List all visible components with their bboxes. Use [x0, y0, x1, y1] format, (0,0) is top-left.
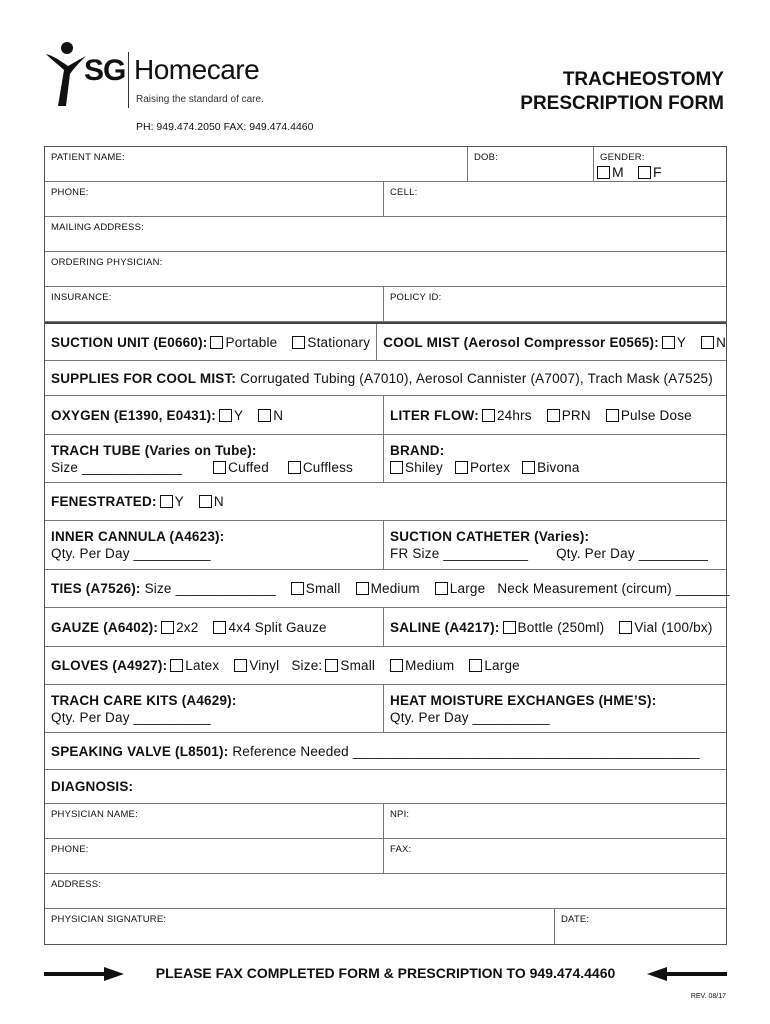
trach-size-field[interactable]: Size _____________ — [51, 459, 183, 475]
liter-flow-row — [384, 396, 726, 434]
patient-name-label: PATIENT NAME: — [51, 152, 125, 163]
diagnosis-field[interactable] — [45, 770, 726, 803]
saline-vial-label: Vial (100/bx) — [634, 619, 713, 635]
oxygen-n-label: N — [273, 407, 284, 423]
brand-portex-label: Portex — [469, 459, 511, 475]
saline-bottle-checkbox[interactable] — [503, 621, 516, 634]
physician-address-field[interactable] — [45, 874, 726, 908]
fenestrated-n-label: N — [213, 494, 224, 509]
policy-id-field[interactable] — [384, 287, 726, 321]
oxygen-y-checkbox[interactable] — [219, 409, 232, 422]
gauze-label: GAUZE (A6402): — [51, 619, 159, 635]
title-line-2: PRESCRIPTION FORM — [520, 93, 724, 114]
physician-address-label: ADDRESS: — [51, 879, 102, 890]
inner-cannula-qty[interactable]: Qty. Per Day __________ — [51, 546, 211, 561]
ties-row — [45, 570, 736, 607]
brand-shiley-label: Shiley — [405, 459, 443, 475]
brand-portex-checkbox[interactable] — [455, 461, 468, 474]
company-logo — [44, 40, 284, 112]
physician-signature-field[interactable] — [45, 909, 555, 944]
suction-catheter-row — [384, 521, 726, 569]
oxygen-n-checkbox[interactable] — [258, 409, 271, 422]
cool-mist-y-checkbox[interactable] — [662, 336, 675, 349]
fenestrated-row — [45, 483, 726, 520]
inner-cannula-row — [45, 521, 384, 569]
suction-stationary-checkbox[interactable] — [292, 336, 305, 349]
ties-neck-measurement[interactable]: Neck Measurement (circum) _______ — [497, 581, 730, 596]
form-title — [520, 68, 724, 116]
dob-label: DOB: — [474, 152, 499, 163]
phone-label: PHONE: — [51, 187, 89, 198]
gloves-small-checkbox[interactable] — [325, 659, 338, 672]
brand-label: BRAND: — [390, 442, 445, 458]
gloves-row — [45, 647, 726, 684]
gauze-4x4-label: 4x4 Split Gauze — [228, 619, 327, 635]
gauze-4x4-checkbox[interactable] — [213, 621, 226, 634]
fenestrated-n-checkbox[interactable] — [199, 495, 212, 508]
saline-bottle-label: Bottle (250ml) — [517, 619, 605, 635]
phone-field[interactable] — [45, 182, 384, 216]
brand-bivona-label: Bivona — [537, 459, 580, 475]
gauze-2x2-checkbox[interactable] — [161, 621, 174, 634]
brand-bivona-checkbox[interactable] — [522, 461, 535, 474]
fax-instruction — [44, 962, 727, 986]
hme-label: HEAT MOISTURE EXCHANGES (HME’S): — [390, 692, 657, 708]
gender-f-label: F — [652, 164, 662, 180]
brand-sg: SG — [84, 54, 126, 87]
date-field[interactable] — [555, 909, 726, 944]
liter-flow-24hrs-checkbox[interactable] — [482, 409, 495, 422]
suction-stationary-label: Stationary — [307, 334, 371, 350]
gloves-latex-label: Latex — [185, 658, 220, 673]
oxygen-label: OXYGEN (E1390, E0431): — [51, 407, 216, 423]
oxygen-row — [45, 396, 384, 434]
patient-name-field[interactable] — [45, 147, 468, 181]
date-label: DATE: — [561, 914, 590, 925]
brand-homecare: Homecare — [134, 54, 260, 85]
gender-m-label: M — [612, 164, 624, 180]
brand-tagline: Raising the standard of care. — [136, 94, 264, 105]
gauze-2x2-label: 2x2 — [176, 619, 199, 635]
gender-label: GENDER: — [600, 152, 645, 163]
gloves-medium-label: Medium — [405, 658, 455, 673]
ties-label: TIES (A7526): — [51, 581, 141, 596]
liter-flow-label: LITER FLOW: — [390, 407, 479, 423]
gender-options — [594, 164, 662, 180]
physician-name-field[interactable] — [45, 804, 384, 838]
suction-unit-label: SUCTION UNIT (E0660): — [51, 334, 208, 350]
ties-large-checkbox[interactable] — [435, 582, 448, 595]
brand-shiley-checkbox[interactable] — [390, 461, 403, 474]
liter-flow-pulse-checkbox[interactable] — [606, 409, 619, 422]
hme-qty[interactable]: Qty. Per Day __________ — [390, 709, 550, 725]
insurance-label: INSURANCE: — [51, 292, 112, 303]
arrow-left-icon — [647, 966, 727, 982]
npi-field[interactable] — [384, 804, 726, 838]
cool-mist-label: COOL MIST (Aerosol Compressor E0565): — [383, 334, 659, 350]
catheter-qty[interactable]: Qty. Per Day _________ — [556, 546, 709, 561]
ties-small-checkbox[interactable] — [291, 582, 304, 595]
prescription-form — [44, 146, 730, 945]
suction-catheter-label: SUCTION CATHETER (Varies): — [390, 529, 590, 544]
speaking-valve-row — [45, 733, 726, 769]
gloves-latex-checkbox[interactable] — [170, 659, 183, 672]
gloves-large-checkbox[interactable] — [469, 659, 482, 672]
cool-mist-row — [377, 324, 732, 360]
gauze-row — [45, 608, 384, 646]
trach-care-kits-qty[interactable]: Qty. Per Day __________ — [51, 709, 211, 725]
ties-small-label: Small — [305, 581, 341, 596]
npi-label: NPI: — [390, 809, 410, 820]
contact-numbers: PH: 949.474.2050 FAX: 949.474.4460 — [136, 121, 314, 133]
gloves-vinyl-checkbox[interactable] — [234, 659, 247, 672]
physician-fax-field[interactable] — [384, 839, 726, 873]
brand-row — [384, 435, 726, 482]
gender-m-checkbox[interactable] — [597, 166, 610, 179]
person-logo-icon — [44, 40, 86, 112]
gloves-large-label: Large — [484, 658, 520, 673]
inner-cannula-label: INNER CANNULA (A4623): — [51, 529, 225, 544]
trach-care-kits-row — [45, 685, 384, 732]
trach-care-kits-label: TRACH CARE KITS (A4629): — [51, 692, 237, 708]
supplies-row — [45, 361, 726, 395]
supplies-label: SUPPLIES FOR COOL MIST: — [51, 370, 237, 386]
cool-mist-y-label: Y — [676, 334, 687, 350]
liter-flow-prn-label: PRN — [561, 407, 591, 423]
fax-instruction-text: PLEASE FAX COMPLETED FORM & PRESCRIPTION TO 949.474.4460 — [155, 965, 616, 981]
catheter-fr-size[interactable]: FR Size ___________ — [390, 546, 529, 561]
trach-tube-row — [45, 435, 384, 482]
fenestrated-y-label: Y — [174, 494, 184, 509]
physician-fax-label: FAX: — [390, 844, 412, 855]
suction-portable-label: Portable — [225, 334, 278, 350]
gloves-vinyl-label: Vinyl — [249, 658, 280, 673]
gloves-medium-checkbox[interactable] — [390, 659, 403, 672]
physician-phone-label: PHONE: — [51, 844, 89, 855]
cool-mist-n-checkbox[interactable] — [701, 336, 714, 349]
cell-label: CELL: — [390, 187, 418, 198]
physician-signature-label: PHYSICIAN SIGNATURE: — [51, 914, 167, 925]
suction-portable-checkbox[interactable] — [210, 336, 223, 349]
ties-medium-label: Medium — [370, 581, 420, 596]
suction-unit-row — [45, 324, 377, 360]
ties-large-label: Large — [449, 581, 486, 596]
liter-flow-24hrs-label: 24hrs — [496, 407, 532, 423]
title-line-1: TRACHEOSTOMY — [562, 69, 724, 90]
gender-field — [594, 147, 726, 181]
revision-label: REV. 08/17 — [690, 993, 726, 1000]
trach-cuffless-checkbox[interactable] — [288, 461, 301, 474]
fenestrated-y-checkbox[interactable] — [160, 495, 173, 508]
mailing-address-label: MAILING ADDRESS: — [51, 222, 144, 233]
liter-flow-pulse-label: Pulse Dose — [620, 407, 692, 423]
diagnosis-label: DIAGNOSIS: — [51, 779, 134, 794]
trach-cuffed-checkbox[interactable] — [213, 461, 226, 474]
trach-cuffed-label: Cuffed — [228, 459, 269, 475]
saline-row — [384, 608, 726, 646]
oxygen-y-label: Y — [233, 407, 244, 423]
speaking-valve-label: SPEAKING VALVE (L8501): — [51, 743, 229, 759]
gender-f-checkbox[interactable] — [638, 166, 651, 179]
dob-field[interactable] — [468, 147, 594, 181]
ordering-physician-label: ORDERING PHYSICIAN: — [51, 257, 163, 268]
insurance-field[interactable] — [45, 287, 384, 321]
physician-phone-field[interactable] — [45, 839, 384, 873]
cell-field[interactable] — [384, 182, 726, 216]
hme-row — [384, 685, 726, 732]
physician-name-label: PHYSICIAN NAME: — [51, 809, 138, 820]
supplies-text: Corrugated Tubing (A7010), Aerosol Cannister (A7007), Trach Mask (A7525) — [240, 370, 713, 386]
ties-medium-checkbox[interactable] — [356, 582, 369, 595]
gloves-label: GLOVES (A4927): — [51, 658, 168, 673]
gloves-size-label: Size: — [291, 658, 323, 673]
gloves-small-label: Small — [340, 658, 376, 673]
policy-id-label: POLICY ID: — [390, 292, 442, 303]
brand-divider — [128, 52, 129, 108]
trach-cuffless-label: Cuffless — [302, 459, 353, 475]
ties-size-field[interactable]: Size _____________ — [144, 581, 276, 596]
saline-vial-checkbox[interactable] — [619, 621, 632, 634]
speaking-valve-field[interactable]: Reference Needed _____________________________________________ — [232, 743, 700, 759]
ordering-physician-field[interactable] — [45, 252, 726, 286]
mailing-address-field[interactable] — [45, 217, 726, 251]
saline-label: SALINE (A4217): — [390, 619, 500, 635]
cool-mist-n-label: N — [716, 334, 727, 350]
trach-tube-label: TRACH TUBE (Varies on Tube): — [51, 442, 257, 458]
liter-flow-prn-checkbox[interactable] — [547, 409, 560, 422]
fenestrated-label: FENESTRATED: — [51, 494, 157, 509]
